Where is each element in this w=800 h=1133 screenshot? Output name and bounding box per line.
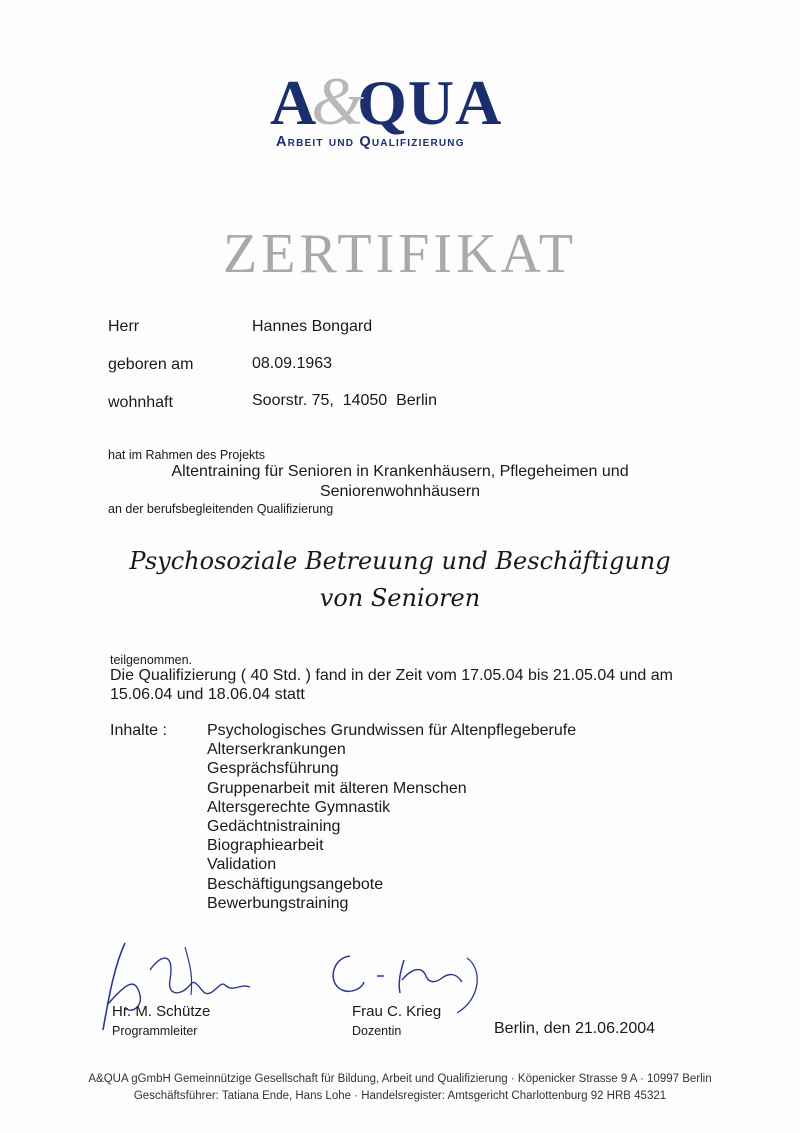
logo-ampersand: & <box>311 63 366 139</box>
list-item: Beschäftigungsangebote <box>207 875 384 893</box>
participation-line1: teilgenommen. <box>110 653 192 667</box>
logo-tagline: Arbeit und Qualifizierung <box>276 134 465 150</box>
list-item: Biographiearbeit <box>207 837 324 855</box>
contents-list <box>207 721 576 913</box>
project-name-line1: Altentraining für Senioren in Krankenhäusern, Pflegeheimen und <box>171 463 629 480</box>
list-item: Validation <box>207 856 277 874</box>
place-date: Berlin, den 21.06.2004 <box>494 1020 656 1037</box>
list-item: Gruppenarbeit mit älteren Menschen <box>207 779 467 797</box>
certificate-title: ZERTIFIKAT <box>223 223 577 285</box>
course-title-line2: von Senioren <box>319 584 481 612</box>
contents-label: Inhalte : <box>110 722 167 739</box>
address: Soorstr. 75, 14050 Berlin <box>252 392 437 409</box>
signature-schuetze <box>95 935 270 1035</box>
logo-wordmark <box>270 62 540 139</box>
logo-letter-a: A <box>270 67 318 138</box>
participation-line2: Die Qualifizierung ( 40 Std. ) fand in der Zeit vom 17.05.04 bis 21.05.04 und am <box>110 667 673 684</box>
project-outro: an der berufsbegleitenden Qualifizierung <box>108 502 334 516</box>
birth-date: 08.09.1963 <box>252 355 333 372</box>
salutation-label: Herr <box>108 318 140 335</box>
signer-middle-name: Frau C. Krieg <box>352 1003 442 1020</box>
list-item: Gedächtnistraining <box>207 818 341 836</box>
residence-label: wohnhaft <box>108 394 173 411</box>
list-item: Altersgerechte Gymnastik <box>207 798 391 816</box>
project-intro: hat im Rahmen des Projekts <box>108 448 266 462</box>
signer-middle-role: Dozentin <box>352 1024 402 1038</box>
footer-line2: Geschäftsführer: Tatiana Ende, Hans Lohe · Handelsregister: Amtsgericht Charlottenburg 92 HRB 45321 <box>133 1090 667 1102</box>
list-item: Bewerbungstraining <box>207 894 349 912</box>
course-title-line1: Psychosoziale Betreuung und Beschäftigung <box>129 547 671 575</box>
signer-left-role: Programmleiter <box>112 1024 198 1038</box>
logo <box>260 62 540 162</box>
birth-label: geboren am <box>108 356 194 373</box>
person-name: Hannes Bongard <box>252 318 373 335</box>
signer-left-name: Hr. M. Schütze <box>112 1003 211 1020</box>
list-item: Gesprächsführung <box>207 760 339 778</box>
participation-line3: 15.06.04 und 18.06.04 statt <box>110 686 305 703</box>
project-name-line2: Seniorenwohnhäusern <box>319 483 481 500</box>
footer-line1: A&QUA gGmbH Gemeinnützige Gesellschaft für Bildung, Arbeit und Qualifizierung · Köpenicker Strasse 9 A · 10997 Berlin <box>88 1073 712 1085</box>
list-item: Alterserkrankungen <box>207 741 346 759</box>
logo-letters-qua: QUA <box>357 67 503 138</box>
list-item: Psychologisches Grundwissen für Altenpflegeberufe <box>207 722 577 739</box>
